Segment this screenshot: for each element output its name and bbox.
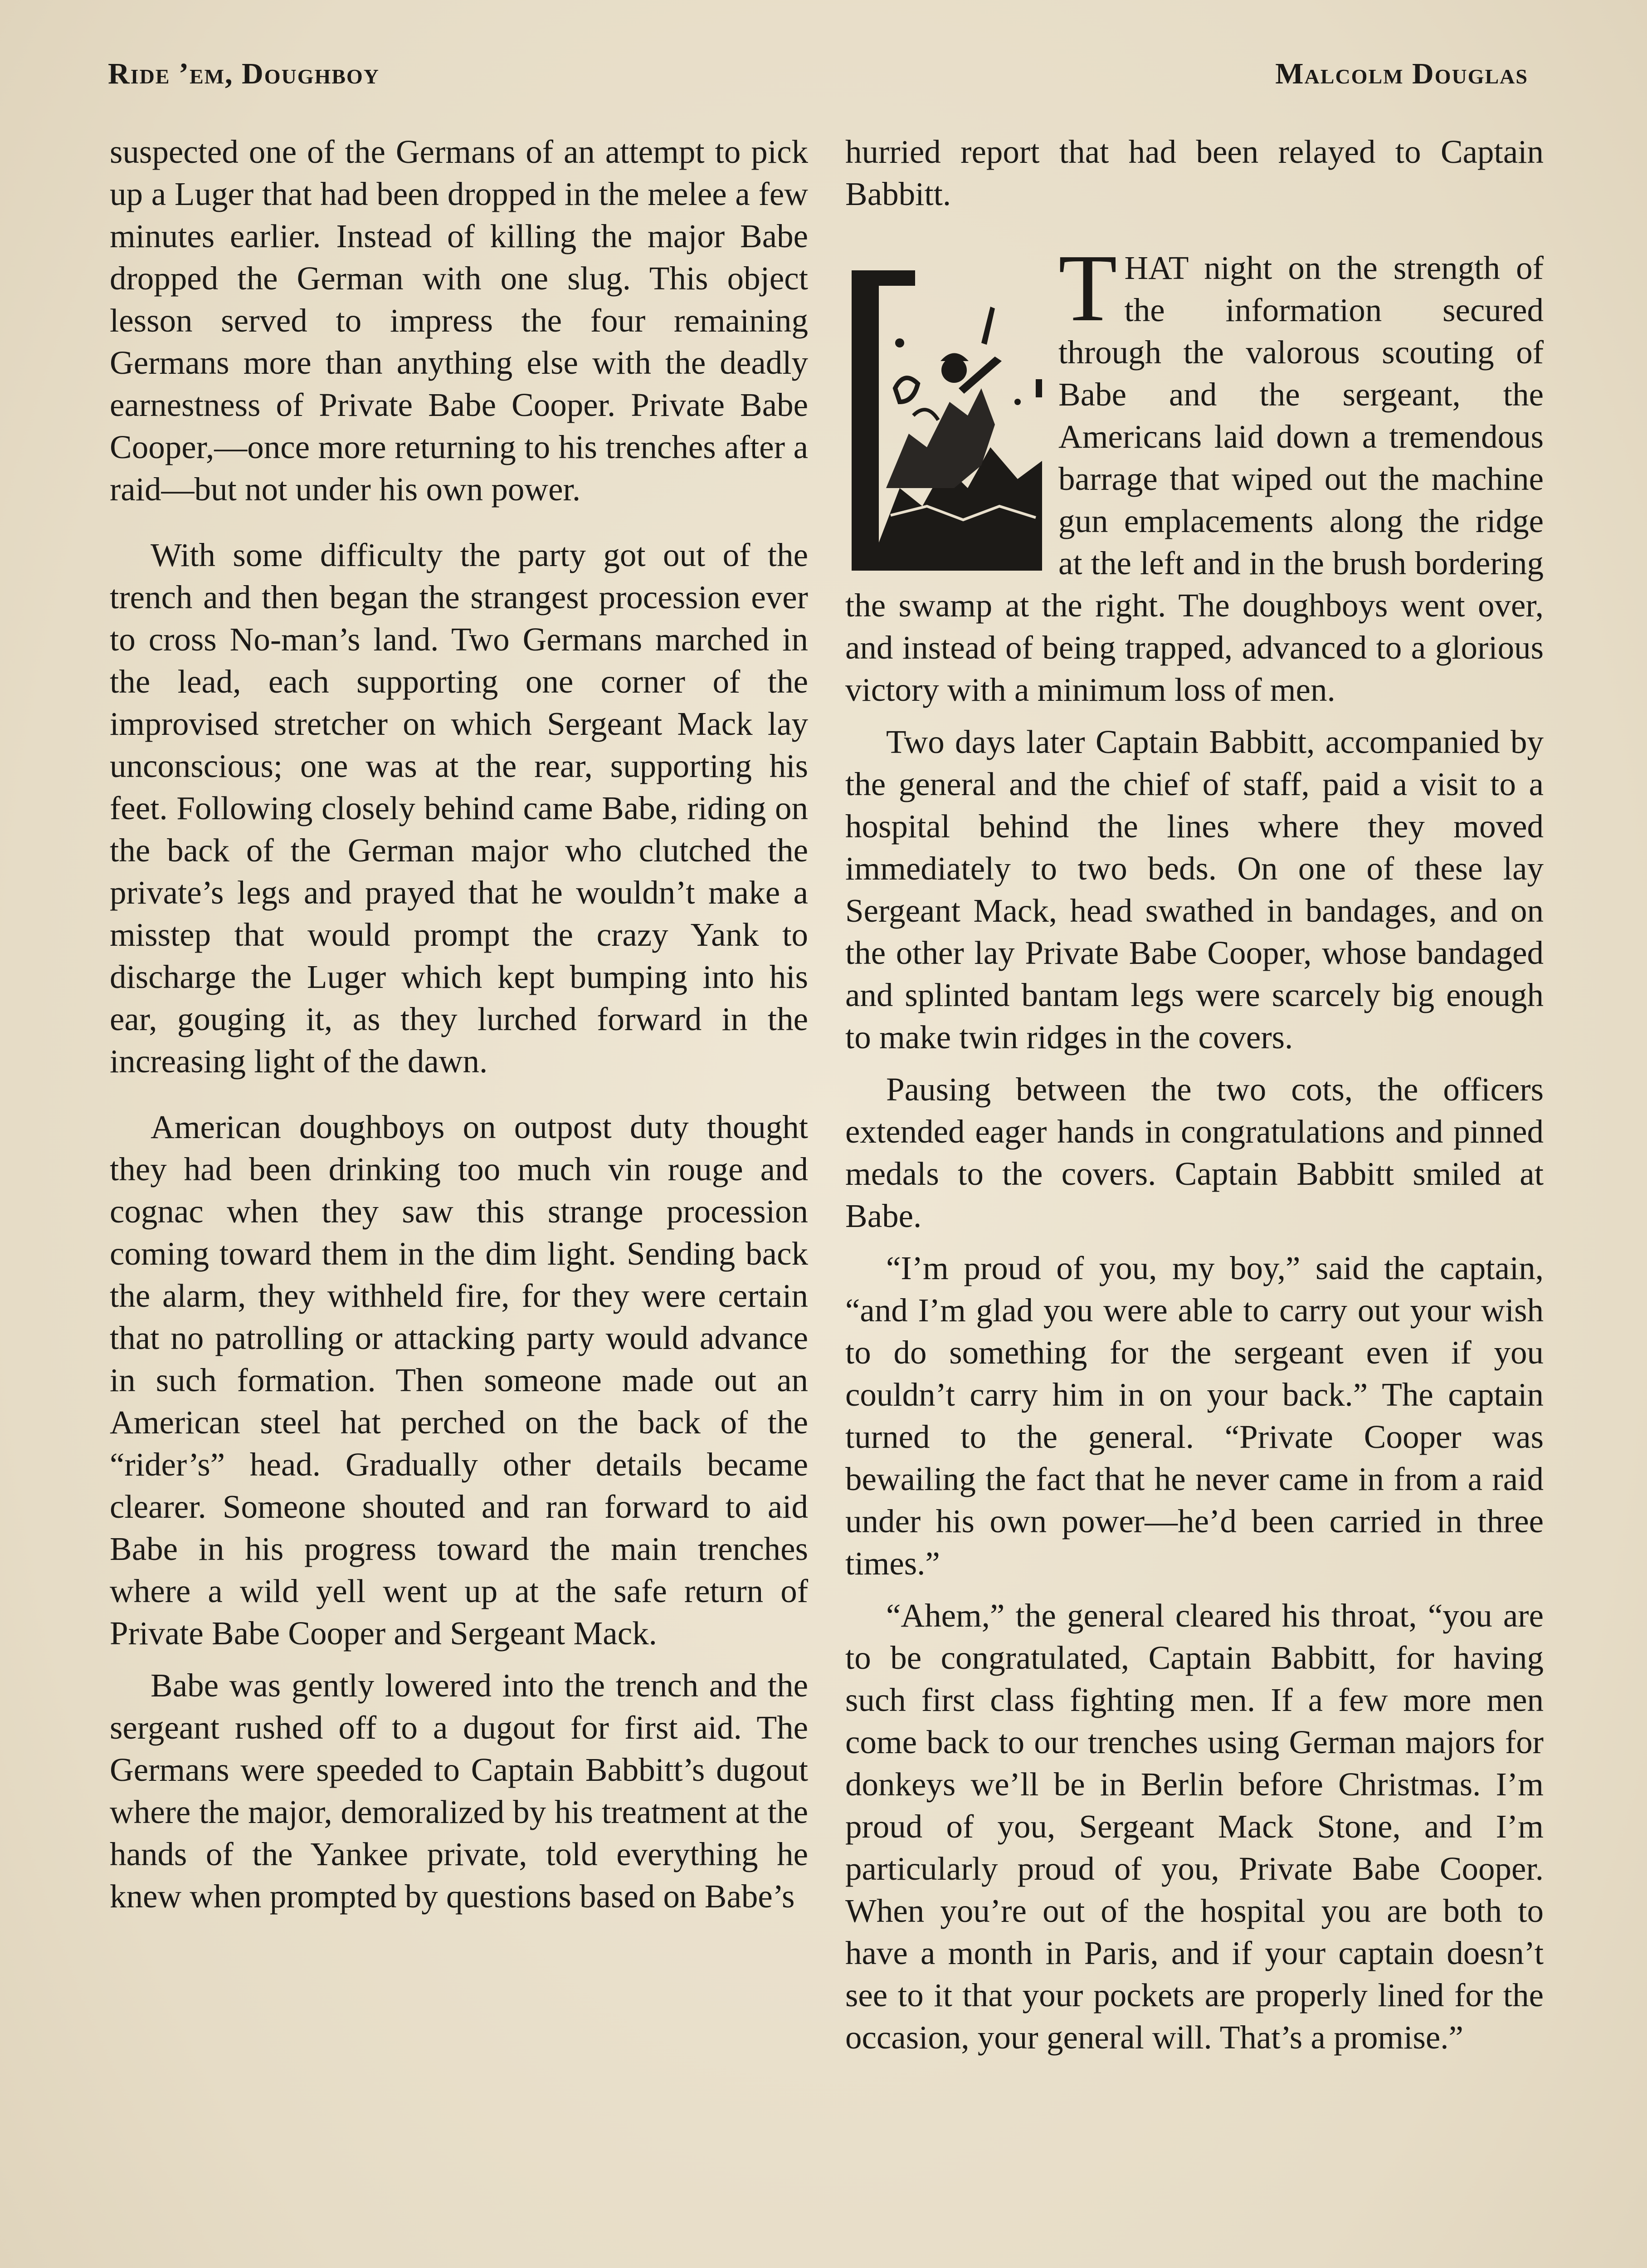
- soldier-vignette-illustration: [845, 252, 1046, 579]
- drop-cap-paragraph-text: HAT night on the strength of the information secured through the valorous scouting of Babe and the sergeant, the Americans laid down a tremendous barrage that wiped out the machine gun emplacements along the ridge at the left and in the brush bordering the swamp at the right. The doughboys went over, and instead of being trapped, advanced to a glorious victory with a minimum loss of men.: [845, 249, 1544, 708]
- running-head: [108, 54, 1528, 94]
- paragraph: With some difficulty the party got out of the trench and then began the strangest procession ever to cross No-man’s land. Two Germans marched in the lead, each supporting one corner of the improvised stretcher on which Sergeant Mack lay unconscious; one was at the rear, supporting his feet. Following closely behind came Babe, riding on the back of the German major who clutched the private’s legs and prayed that he wouldn’t make a misstep that would prompt the crazy Yank to discharge the Luger which kept bumping into his ear, gouging it, as they lurched forward in the increasing light of the dawn.: [110, 537, 808, 1080]
- right-column: [845, 131, 1544, 2068]
- paragraph: Two days later Captain Babbitt, accompanied by the general and the chief of staff, paid a visit to a hospital behind the lines where they moved immediately to two beds. On one of these lay Sergeant Mack, head swathed in bandages, and on the other lay Private Babe Cooper, whose bandaged and splinted bantam legs were scarcely big enough to make twin ridges in the covers.: [845, 723, 1544, 1056]
- paragraph: American doughboys on outpost duty thought they had been drinking too much vin rouge and cognac when they saw this strange procession coming toward them in the dim light. Sending back the alarm, they withheld fire, for they were certain that no patrolling or attacking party would advance in such formation. Then someone made out an American steel hat perched on the back of the “rider’s” head. Gradually other details became clearer. Someone shouted and ran forward to aid Babe in his progress toward the main trenches where a wild yell went up at the safe return of Private Babe Cooper and Sergeant Mack.: [110, 1109, 808, 1652]
- paragraph: “Ahem,” the general cleared his throat, “you are to be congratulated, Captain Babbitt, for having such first class fighting men. If a few more men come back to our trenches using German majors for donkeys we’ll be in Berlin before Christmas. I’m proud of you, Sergeant Mack Stone, and I’m particularly proud of you, Private Babe Cooper. When you’re out of the hospital you are both to have a month in Paris, and if your captain doesn’t see to it that your pockets are properly lined for the occasion, your general will. That’s a promise.”: [845, 1597, 1544, 2056]
- running-head-title: Ride ’em, Doughboy: [108, 57, 380, 90]
- paragraph: Pausing between the two cots, the officers extended eager hands in congratulations and pinned medals to the covers. Captain Babbitt smiled at Babe.: [845, 1071, 1544, 1234]
- left-column: [110, 131, 808, 1927]
- paragraph: suspected one of the Germans of an attempt to pick up a Luger that had been dropped in the melee a few minutes earlier. Instead of killing the major Babe dropped the German with one slug. This object lesson served to impress the four remaining Germans more than anything else with the deadly earnestness of Private Babe Cooper. Private Babe Cooper,—once more returning to his trenches after a raid—but not under his own power.: [110, 133, 808, 508]
- section-opening: [845, 235, 1544, 711]
- drop-cap: T: [1058, 235, 1117, 341]
- paragraph: “I’m proud of you, my boy,” said the captain, “and I’m glad you were able to carry out your wish to do something for the sergeant even if you couldn’t carry him in on your back.” The captain turned to the general. “Private Cooper was bewailing the fact that he never came in from a raid under his own power—he’d been carried in three times.”: [845, 1250, 1544, 1582]
- paragraph: hurried report that had been relayed to Captain Babbitt.: [845, 133, 1544, 212]
- paragraph: Babe was gently lowered into the trench and the sergeant rushed off to a dugout for first aid. The Germans were speeded to Captain Babbitt’s dugout where the major, demoralized by his treatment at the hands of the Yankee private, told everything he knew when prompted by questions based on Babe’s: [110, 1667, 808, 1915]
- running-head-author: Malcolm Douglas: [1275, 57, 1528, 90]
